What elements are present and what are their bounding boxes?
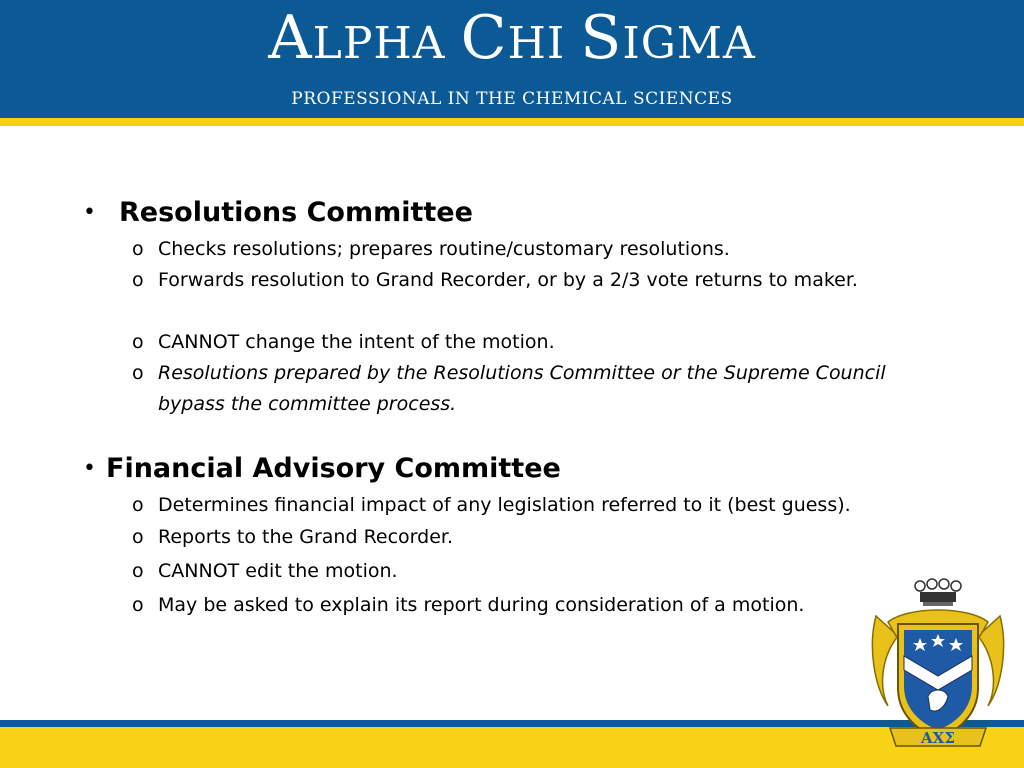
section-bullet: • [83,456,96,481]
list-item [132,265,903,296]
list-marker: o [132,594,144,616]
list-marker: o [132,526,144,548]
page-subtitle: PROFESSIONAL IN THE CHEMICAL SCIENCES [291,89,733,109]
list-item [132,522,903,553]
crest-letters: ΑΧΣ [921,729,955,747]
list-marker: o [132,362,144,384]
list-marker: o [132,560,144,582]
list-item-text: Forwards resolution to Grand Recorder, or by a 2/3 vote returns to maker. [158,269,858,291]
section-heading: Financial Advisory Committee [106,453,561,484]
list-item-text: Checks resolutions; prepares routine/customary resolutions. [158,238,730,260]
list-item [132,327,903,358]
section-heading: Resolutions Committee [119,197,473,228]
list-item-text: CANNOT change the intent of the motion. [158,331,555,353]
crest-emblem-icon [868,576,1008,756]
list-item [132,358,903,420]
list-item [132,490,903,521]
header-stripe [0,118,1024,126]
list-marker: o [132,269,144,291]
list-marker: o [132,238,144,260]
list-item [132,556,903,587]
list-item-text: Resolutions prepared by the Resolutions Committee or the Supreme Council bypass the committee process. [158,362,886,415]
header-banner [0,0,1024,118]
list-item-text: CANNOT edit the motion. [158,560,398,582]
list-marker: o [132,331,144,353]
list-item-text: May be asked to explain its report during consideration of a motion. [158,594,805,616]
list-item-text: Determines financial impact of any legislation referred to it (best guess). [158,494,851,516]
page-title: ALPHA CHI SIGMA [268,3,756,73]
list-item-text: Reports to the Grand Recorder. [158,526,454,548]
list-marker: o [132,494,144,516]
list-item [132,234,903,265]
section-bullet: • [83,200,96,225]
list-item [132,590,903,621]
